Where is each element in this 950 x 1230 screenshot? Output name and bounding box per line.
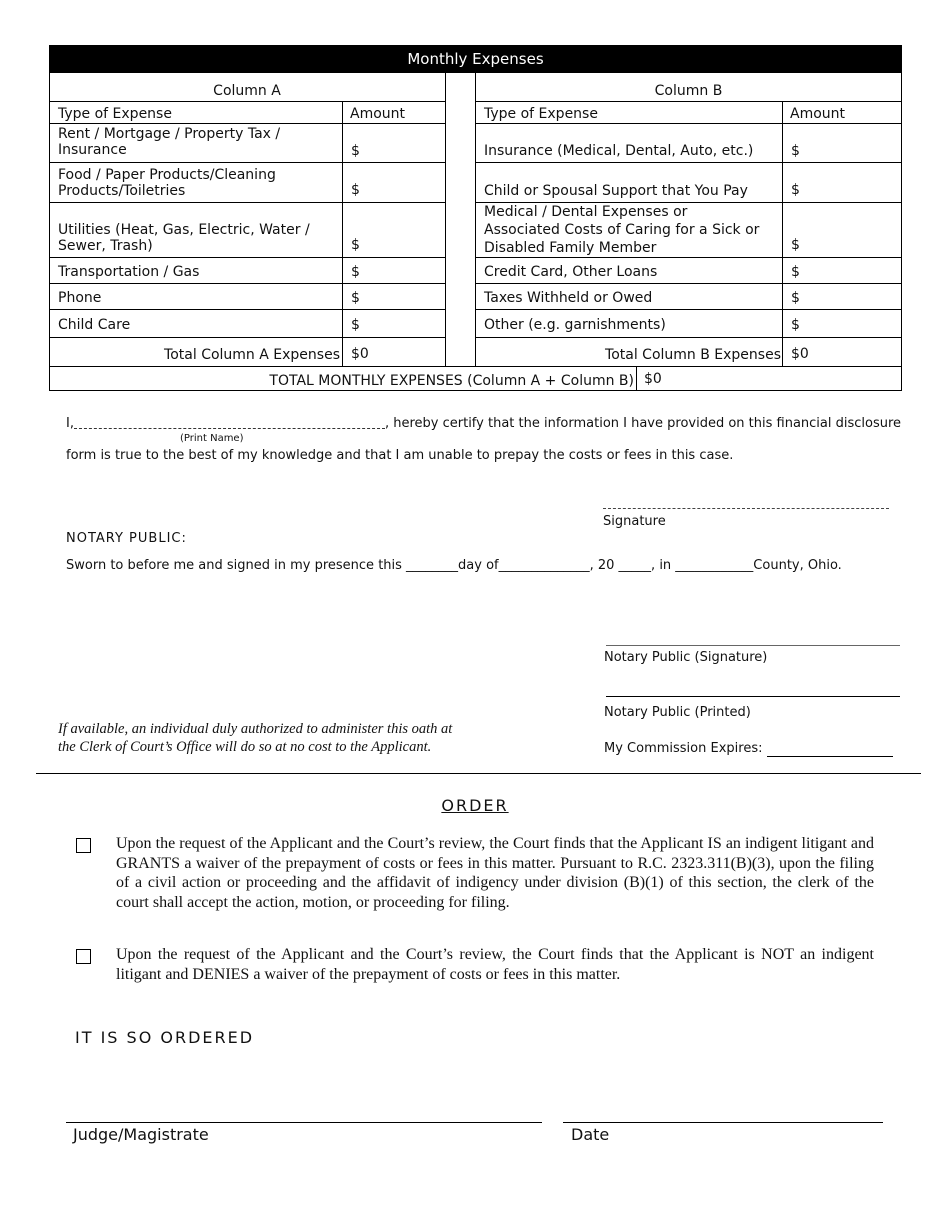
cert-suffix: , hereby certify that the information I have provided on this financial disclosure <box>384 416 902 431</box>
table-border-right <box>901 45 902 391</box>
col-a-row-utilities <box>58 222 310 254</box>
deny-waiver-checkbox[interactable] <box>76 949 91 964</box>
col-a-row-line <box>49 202 446 203</box>
row-label-line: Rent / Mortgage / Property Tax / <box>58 126 281 142</box>
row-label-line: Sewer, Trash) <box>58 238 153 254</box>
grand-total-top-line <box>49 366 902 367</box>
col-b-amount-divider <box>782 101 783 366</box>
col-a-type-header: Type of Expense <box>58 106 172 122</box>
col-b-row-line <box>475 257 902 258</box>
col-a-rent-amount-field[interactable]: $ <box>351 143 360 159</box>
col-b-total-value: $0 <box>791 346 809 362</box>
col-a-total-label: Total Column A Expenses <box>164 347 340 363</box>
notary-signature-line[interactable] <box>606 645 900 646</box>
grand-total-divider <box>636 366 637 391</box>
col-b-row-line <box>475 123 902 124</box>
col-a-row-line <box>49 283 446 284</box>
col-b-row-line <box>475 162 902 163</box>
section-divider <box>36 773 921 774</box>
oath-note-line-1: If available, an individual duly authorized to administer this oath at <box>58 721 453 737</box>
table-border-bottom <box>49 390 902 391</box>
print-name-caption: (Print Name) <box>180 433 244 444</box>
judge-signature-line[interactable] <box>66 1122 542 1123</box>
col-b-row-medical <box>484 203 759 257</box>
order-heading <box>0 796 950 815</box>
col-b-type-header: Type of Expense <box>484 106 598 122</box>
column-a-header: Column A <box>213 83 281 99</box>
col-a-row-line <box>49 162 446 163</box>
order-heading-text: ORDER <box>441 796 509 815</box>
col-b-row-credit: Credit Card, Other Loans <box>484 264 658 280</box>
print-name-field[interactable] <box>74 428 385 429</box>
monthly-expenses-table <box>49 45 902 391</box>
date-line[interactable] <box>563 1122 883 1123</box>
table-title: Monthly Expenses <box>49 45 902 73</box>
col-b-medical-amount-field[interactable]: $ <box>791 237 800 253</box>
col-a-row-transportation: Transportation / Gas <box>58 264 200 280</box>
grant-waiver-text: Upon the request of the Applicant and the Court’s review, the Court finds that the Applicant IS an indigent litigant and GRANTS a waiver of the prepayment of costs or fees in this matter. Pursuant to R.C. 2323.311(B)(3), upon the filing of a civil action or proceeding and the affidavit of indigency under division (B)(1) of this section, the clerk of the court shall accept the action, motion, or proceeding for filing. <box>116 835 874 911</box>
judge-label: Judge/Magistrate <box>73 1125 209 1144</box>
col-b-left-border <box>475 73 476 366</box>
row-label-line: Food / Paper Products/Cleaning <box>58 167 276 183</box>
commission-expires-field[interactable] <box>767 756 893 757</box>
col-b-header-line <box>475 101 902 102</box>
notary-heading: NOTARY PUBLIC: <box>66 531 187 546</box>
col-a-row-line <box>49 337 446 338</box>
grand-total-label: TOTAL MONTHLY EXPENSES (Column A + Column B) <box>269 373 634 389</box>
cert-prefix: I, <box>66 416 74 431</box>
grand-total-value: $0 <box>644 371 662 387</box>
col-b-credit-amount-field[interactable]: $ <box>791 264 800 280</box>
col-a-amount-divider <box>342 101 343 366</box>
grant-waiver-checkbox[interactable] <box>76 838 91 853</box>
col-b-other-amount-field[interactable]: $ <box>791 317 800 333</box>
row-label-line: Insurance <box>58 142 127 158</box>
col-a-row-line <box>49 123 446 124</box>
col-a-header-line <box>49 101 446 102</box>
col-a-row-rent <box>58 126 280 158</box>
applicant-signature-label: Signature <box>603 514 666 529</box>
col-a-row-line <box>49 257 446 258</box>
col-a-total-value: $0 <box>351 346 369 362</box>
applicant-signature-line[interactable] <box>603 508 889 509</box>
col-a-row-phone: Phone <box>58 290 102 306</box>
row-label-line: Utilities (Heat, Gas, Electric, Water / <box>58 222 310 238</box>
col-b-row-insurance: Insurance (Medical, Dental, Auto, etc.) <box>484 143 754 159</box>
date-label: Date <box>571 1125 610 1144</box>
col-a-amount-header: Amount <box>350 106 406 122</box>
col-b-taxes-amount-field[interactable]: $ <box>791 290 800 306</box>
certification-line-1 <box>66 416 901 431</box>
col-b-amount-header: Amount <box>790 106 846 122</box>
col-b-row-line <box>475 337 902 338</box>
col-b-support-amount-field[interactable]: $ <box>791 182 800 198</box>
row-label-line: Disabled Family Member <box>484 240 657 256</box>
col-a-row-child-care: Child Care <box>58 317 131 333</box>
row-label-line: Products/Toiletries <box>58 183 186 199</box>
col-b-row-line <box>475 309 902 310</box>
col-b-row-other: Other (e.g. garnishments) <box>484 317 666 333</box>
row-label-line: Associated Costs of Caring for a Sick or <box>484 222 760 238</box>
sworn-statement: Sworn to before me and signed in my presence this ________day of______________, 20 _____, in ____________County, Ohio. <box>66 558 842 573</box>
so-ordered-text: IT IS SO ORDERED <box>75 1028 255 1047</box>
row-label-line: Medical / Dental Expenses or <box>484 204 688 220</box>
col-b-row-line <box>475 283 902 284</box>
oath-note-line-2: the Clerk of Court’s Office will do so at no cost to the Applicant. <box>58 739 432 755</box>
certification-line-2: form is true to the best of my knowledge and that I am unable to prepay the costs or fees in this case. <box>66 448 734 463</box>
col-a-transportation-amount-field[interactable]: $ <box>351 264 360 280</box>
notary-printed-line[interactable] <box>606 696 900 697</box>
col-b-row-taxes: Taxes Withheld or Owed <box>484 290 653 306</box>
deny-waiver-text: Upon the request of the Applicant and the Court’s review, the Court finds that the Applicant is NOT an indigent litigant and DENIES a waiver of the prepayment of costs or fees in this matter. <box>116 946 874 983</box>
col-a-utilities-amount-field[interactable]: $ <box>351 237 360 253</box>
col-b-row-support: Child or Spousal Support that You Pay <box>484 183 748 199</box>
col-a-phone-amount-field[interactable]: $ <box>351 290 360 306</box>
col-b-total-label: Total Column B Expenses <box>605 347 781 363</box>
notary-signature-label: Notary Public (Signature) <box>604 650 768 665</box>
notary-printed-label: Notary Public (Printed) <box>604 705 751 720</box>
column-b-header: Column B <box>654 83 723 99</box>
col-a-food-amount-field[interactable]: $ <box>351 182 360 198</box>
commission-expires-label: My Commission Expires: <box>604 741 763 756</box>
col-a-right-border <box>445 73 446 366</box>
col-a-row-food <box>58 167 276 199</box>
col-a-row-line <box>49 309 446 310</box>
col-b-insurance-amount-field[interactable]: $ <box>791 143 800 159</box>
col-a-child-care-amount-field[interactable]: $ <box>351 317 360 333</box>
